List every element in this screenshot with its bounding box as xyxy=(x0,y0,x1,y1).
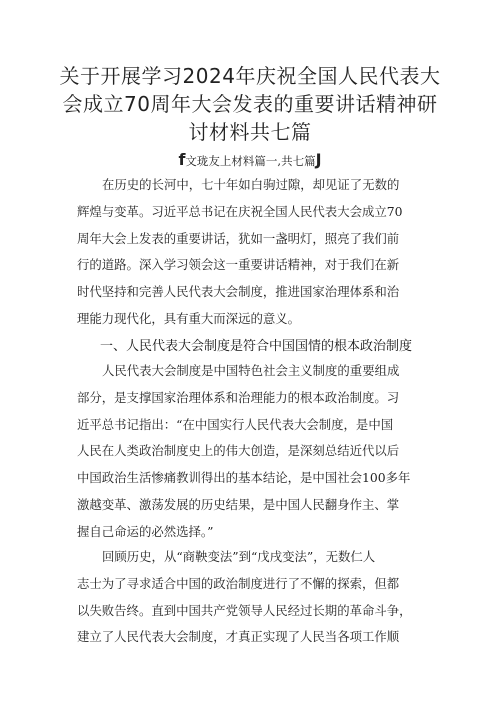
paragraph-1-line: 时代坚持和完善人民代表大会制度，推进国家治理体系和治 xyxy=(77,284,400,300)
title-line-1: 关于开展学习2024年庆祝全国人民代表大 xyxy=(59,64,441,88)
paragraph-1-line: 行的道路。深入学习领会这一重要讲话精神，对于我们在新 xyxy=(77,257,400,273)
paragraph-2-line: 握自己命运的必然选择。” xyxy=(77,523,214,539)
paragraph-1 xyxy=(77,172,431,333)
title-line-2: 会成立70周年大会发表的重要讲话精神研 xyxy=(62,92,438,116)
paragraph-2-line: 中国政治生活惨痛教训得出的基本结论，是中国社会100多年 xyxy=(77,470,411,486)
paragraph-3-line: 志士为了寻求适合中国的政治制度进行了不懈的探索，但都 xyxy=(77,575,400,591)
paragraph-2 xyxy=(77,358,431,546)
paragraph-2-line: 近平总书记指出：“在中国实行人民代表大会制度，是中国 xyxy=(77,416,394,432)
document-title xyxy=(50,62,450,146)
title-line-3: 讨材料共七篇 xyxy=(188,120,312,144)
paragraph-2-line: 人民代表大会制度是中国特色社会主义制度的重要组成 xyxy=(102,363,400,378)
paragraph-2-line: 部分，是支撑国家治理体系和治理能力的根本政治制度。习 xyxy=(77,389,400,405)
paragraph-3-line: 回顾历史，从“商鞅变法”到“戊戌变法”，无数仁人 xyxy=(102,549,376,564)
paragraph-2-line: 激越变革、激荡发展的历史结果，是中国人民翻身作主、掌 xyxy=(77,496,400,512)
paragraph-1-line: 理能力现代化，具有重大而深远的意义。 xyxy=(77,310,301,326)
paragraph-1-line: 在历史的长河中，七十年如白驹过隙，却见证了无数的 xyxy=(102,177,400,192)
section-heading-1: 一、人民代表大会制度是符合中国国情的根本政治制度 xyxy=(100,339,413,354)
document-subtitle xyxy=(50,150,450,171)
paragraph-3-line: 建立了人民代表大会制度，才真正实现了人民当各项工作顺 xyxy=(77,629,400,645)
paragraph-2-line: 人民在人类政治制度史上的伟大创造，是深刻总结近代以后 xyxy=(77,443,400,459)
paragraph-1-line: 辉煌与变革。习近平总书记在庆祝全国人民代表大会成立70 xyxy=(77,203,403,219)
subtitle-tail: J xyxy=(315,150,322,169)
subtitle-lead: f xyxy=(178,150,186,169)
paragraph-1-line: 周年大会上发表的重要讲话，犹如一盏明灯，照亮了我们前 xyxy=(77,230,400,246)
paragraph-3 xyxy=(77,544,431,651)
paragraph-3-line: 以失败告终。直到中国共产党领导人民经过长期的革命斗争， xyxy=(77,602,412,618)
subtitle-text: 文珑友上材料篇一,共七篇 xyxy=(185,154,316,168)
